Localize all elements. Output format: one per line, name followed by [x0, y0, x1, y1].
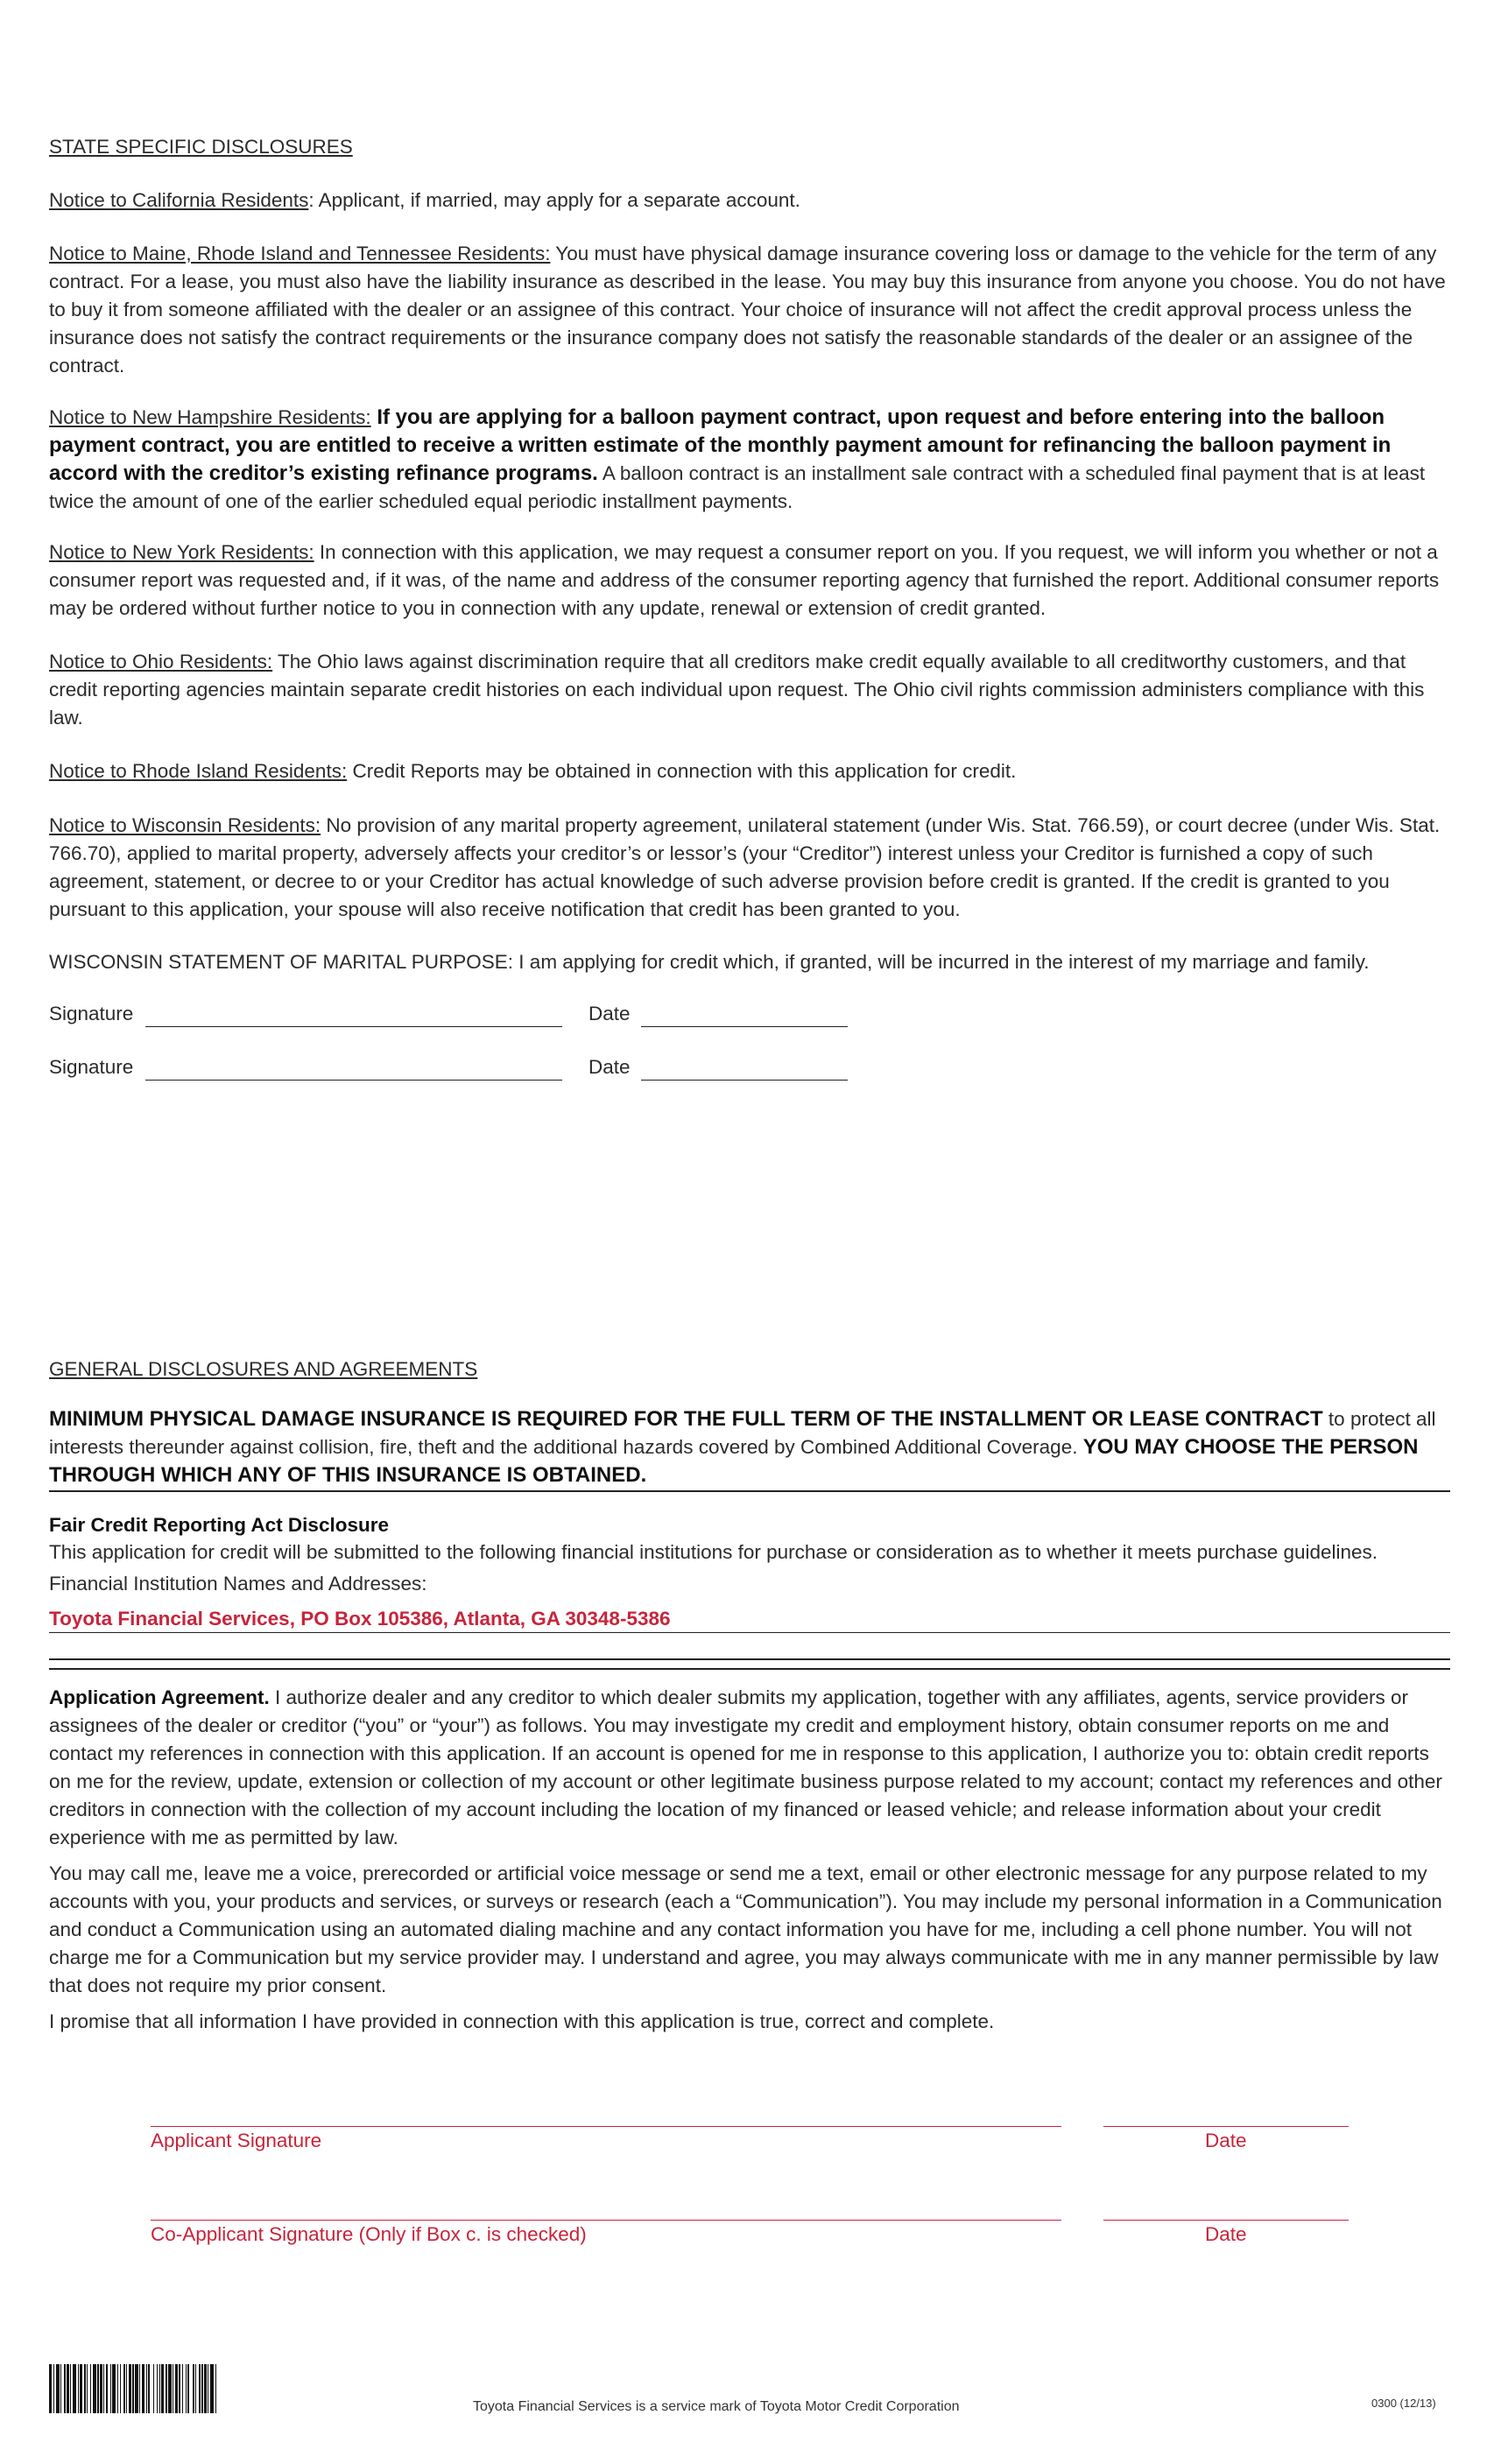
applicant-signature-label: Applicant Signature — [151, 2130, 322, 2151]
date-label-2: Date — [588, 1056, 631, 1078]
insurance-notice — [49, 1405, 1450, 1489]
applicant-date-label: Date — [1205, 2130, 1247, 2151]
california-notice-text: : Applicant, if married, may apply for a separate account. — [308, 189, 800, 211]
form-code: 0300 (12/13) — [1371, 2397, 1436, 2410]
ri-notice-text: Credit Reports may be obtained in connection with this application for credit. — [347, 760, 1017, 782]
california-notice — [49, 187, 1450, 215]
insurance-bold-2: YOU MAY CHOOSE THE PERSON THROUGH WHICH ANY OF THIS INSURANCE IS OBTAINED. — [49, 1435, 1419, 1487]
financial-institution-name: Toyota Financial Services, PO Box 105386, Atlanta, GA 30348-5386 — [49, 1608, 671, 1630]
wi-notice-text: No provision of any marital property agreement, unilateral statement (under Wis. Stat. 766.59), or court decree (under Wis. Stat. 766.70), applied to marital property, adversely affects your creditor’s or lessor’s (your “Creditor”) interest unless your Creditor is furnished a copy of such agreement, statement, or decree to or your Creditor has actual knowledge of such adverse provision before credit is granted. If the credit is granted to you pursuant to this application, your spouse will also receive notification that credit has been granted to you. — [49, 814, 1441, 920]
insurance-bold: MINIMUM PHYSICAL DAMAGE INSURANCE IS REQUIRED FOR THE FULL TERM OF THE INSTALLMENT OR LEASE CONTRACT — [49, 1407, 1323, 1431]
maine-notice-text: You must have physical damage insurance covering loss or damage to the vehicle for the term of any contract. For a lease, you must also have the liability insurance as described in the lease. You may buy this insurance from anyone you choose. You do not have to buy it from someone affiliated with the dealer or an assignee of this contract. Your choice of insurance will not affect the credit approval process unless the insurance does not satisfy the contract requirements or the insurance company does not satisfy the reasonable standards of the dealer or an assignee of the contract. — [49, 243, 1446, 377]
fcra-title: Fair Credit Reporting Act Disclosure — [49, 1514, 389, 1536]
nh-notice-text: A balloon contract is an installment sale contract with a scheduled final payment that is at least twice the amount of one of the earlier scheduled equal periodic installment payments. — [49, 462, 1426, 512]
coapplicant-signature-label: Co-Applicant Signature (Only if Box c. is checked) — [151, 2223, 587, 2245]
communication-consent: You may call me, leave me a voice, prerecorded or artificial voice message or send me a text, email or other electronic message for any purpose related to my accounts with you, your products and services, or surveys or research (each a “Communication”). You may include my personal information in a Communication and conduct a Communication using an automated dialing machine and any contact information you have for me, including a cell phone number. You will not charge me for a Communication but my service provider may. I understand and agree, you may always communicate with me in any manner permissible by law that does not require my prior consent. — [49, 1862, 1442, 1996]
barcode — [49, 2364, 417, 2413]
applicant-date-line[interactable] — [1103, 2126, 1349, 2127]
application-agreement-text: I authorize dealer and any creditor to which dealer submits my application, together with any affiliates, agents, service providers or assignees of the dealer or creditor (“you” or “your”) as follows. You may investigate my credit and employment history, obtain consumer reports on me and contact my references in connection with this application. If an account is opened for me in response to this application, I authorize you to: obtain credit reports on me for the review, update, extension or collection of my account or other legitimate business purpose related to my account; contact my references and other creditors in connection with the collection of my account including the location of my financed or leased vehicle; and release information about your credit experience with me as permitted by law. — [49, 1686, 1442, 1848]
maine-notice-label: Notice to Maine, Rhode Island and Tennessee Residents: — [49, 243, 551, 264]
signature-label-1: Signature — [49, 1003, 134, 1024]
insurance-text: to protect all interests thereunder against collision, fire, theft and the additional hazards covered by Combined Additional Coverage. — [49, 1408, 1436, 1458]
ohio-notice-text: The Ohio laws against discrimination require that all creditors make credit equally available to all creditworthy customers, and that credit reporting agencies maintain separate credit histories on each individual upon request. The Ohio civil rights commission administers compliance with this law. — [49, 651, 1425, 729]
signature-line-2[interactable] — [145, 1080, 562, 1081]
date-label-1: Date — [588, 1003, 631, 1024]
divider-1 — [49, 1490, 1450, 1492]
california-notice-label: Notice to California Residents — [49, 189, 309, 211]
nh-notice-label: Notice to New Hampshire Residents: — [49, 406, 371, 428]
general-disclosures-heading: GENERAL DISCLOSURES AND AGREEMENTS — [49, 1358, 478, 1380]
marital-purpose-statement: WISCONSIN STATEMENT OF MARITAL PURPOSE: I am applying for credit which, if granted, will be incurred in the interest of my marriage and family. — [49, 951, 1370, 973]
date-line-2[interactable] — [641, 1080, 848, 1081]
signature-line-1[interactable] — [145, 1026, 562, 1027]
nh-notice-bold: If you are applying for a balloon payment contract, upon request and before entering into the balloon payment contract, you are entitled to receive a written estimate of the monthly payment amount for refinancing the balloon payment in accord with the creditor’s existing refinance programs. — [49, 405, 1392, 485]
fcra-text: This application for credit will be submitted to the following financial institutions for purchase or consideration as to whether it meets purchase guidelines. — [49, 1541, 1378, 1563]
ri-notice-label: Notice to Rhode Island Residents: — [49, 760, 348, 782]
ohio-notice — [49, 648, 1450, 732]
application-agreement-title: Application Agreement. — [49, 1686, 270, 1708]
ny-notice-label: Notice to New York Residents: — [49, 541, 314, 563]
coapplicant-signature-line[interactable] — [151, 2220, 1061, 2221]
ny-notice — [49, 539, 1450, 623]
wi-notice-label: Notice to Wisconsin Residents: — [49, 814, 321, 836]
financial-institution-label: Financial Institution Names and Addresses: — [49, 1573, 427, 1595]
promise-statement: I promise that all information I have provided in connection with this application is true, correct and complete. — [49, 2010, 995, 2032]
signature-label-2: Signature — [49, 1056, 134, 1078]
maine-notice — [49, 240, 1450, 380]
date-line-1[interactable] — [641, 1026, 848, 1027]
divider-2 — [49, 1632, 1450, 1633]
ny-notice-text: In connection with this application, we may request a consumer report on you. If you request, we will inform you whether or not a consumer report was requested and, if it was, of the name and address of the consumer reporting agency that furnished the report. Additional consumer reports may be ordered without further notice to you in connection with any update, renewal or extension of credit granted. — [49, 541, 1440, 619]
wi-notice — [49, 812, 1450, 924]
divider-4 — [49, 1668, 1450, 1670]
ri-notice — [49, 757, 1450, 785]
divider-3 — [49, 1658, 1450, 1660]
state-disclosures-heading: STATE SPECIFIC DISCLOSURES — [49, 136, 353, 158]
ohio-notice-label: Notice to Ohio Residents: — [49, 651, 273, 672]
application-agreement — [49, 1684, 1450, 1852]
service-mark-footer: Toyota Financial Services is a service mark of Toyota Motor Credit Corporation — [473, 2399, 960, 2414]
applicant-signature-line[interactable] — [151, 2126, 1061, 2127]
coapplicant-date-label: Date — [1205, 2223, 1247, 2245]
coapplicant-date-line[interactable] — [1103, 2220, 1349, 2221]
nh-notice — [49, 404, 1450, 516]
